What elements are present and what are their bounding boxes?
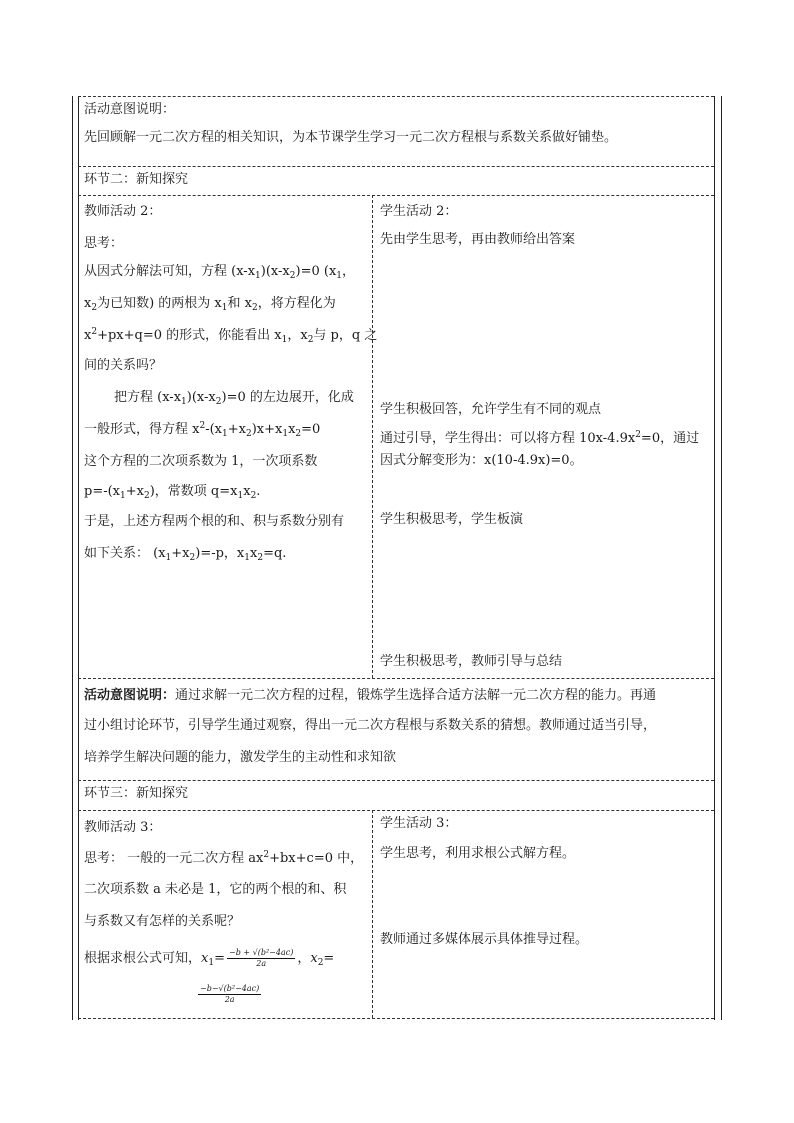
section-header: 环节二：新知探究 (84, 172, 189, 187)
intent-line: 培养学生解决问题的能力，激发学生的主动性和求知欲 (84, 750, 397, 765)
student-line: 学生思考，利用求根公式解方程。 (380, 846, 576, 861)
row-divider (78, 780, 714, 781)
student-line: 因式分解变形为：x(10-4.9x)=0。 (380, 453, 583, 468)
teacher-line: 把方程 $(x-x_1)(x-x_2)=0$ 的左边展开，化成 (114, 390, 354, 407)
teacher-line: 一般形式，得方程 $x^2-(x_1+x_2)x+x_1x_2=0$ (84, 421, 321, 439)
student-line: 学生积极回答，允许学生有不同的观点 (380, 402, 602, 417)
table-right-border (714, 96, 715, 1020)
teacher-line: 于是，上述方程两个根的和、积与系数分别有 (84, 514, 345, 529)
section-header: 环节三：新知探究 (84, 786, 189, 801)
teacher-line: 二次项系数 a 未必是 1，它的两个根的和、积 (84, 882, 347, 897)
teacher-line: $p=-(x_1+x_2)$，常数项 $q=x_1x_2$. (84, 484, 261, 501)
teacher-title: 教师活动 3： (84, 820, 162, 835)
student-line: 教师通过多媒体展示具体推导过程。 (380, 932, 589, 947)
teacher-title: 教师活动 2： (84, 204, 162, 219)
teacher-line: $x^2+px+q=0$ 的形式，你能看出 $x_1$，$x_2$与 p，q 之 (84, 327, 378, 345)
row-divider (78, 96, 714, 97)
student-line: 先由学生思考，再由教师给出答案 (380, 232, 576, 247)
intent-label: 活动意图说明： (84, 688, 176, 703)
teacher-line: $x_2$为已知数) 的两根为 $x_1$和 $x_2$，将方程化为 (84, 296, 336, 313)
teacher-line: 如下关系： $(x_1+x_2)=-p$，$x_1x_2=q$. (84, 546, 287, 563)
x2-fraction-line (196, 984, 263, 1005)
intent-line: 活动意图说明：通过求解一元二次方程的过程，锻炼学生选择合适方法解一元二次方程的能力。再通 (84, 688, 657, 703)
student-title: 学生活动 3： (380, 816, 458, 831)
student-line: 学生积极思考，学生板演 (380, 512, 524, 527)
column-divider (372, 195, 373, 678)
x1-fraction: $\frac{\text{−b + √(b²−4ac)}}{2a}$ (229, 948, 294, 968)
column-divider (372, 810, 373, 1018)
teacher-line: 与系数又有怎样的关系呢？ (84, 914, 241, 929)
x2-fraction: $\frac{\text{−b−√(b²−4ac)}}{2a}$ (200, 984, 260, 1004)
teacher-line: 间的关系吗？ (84, 358, 163, 373)
teacher-line: 这个方程的二次项系数为 1，一次项系数 (84, 454, 318, 469)
intent-line: 过小组讨论环节，引导学生通过观察，得出一元二次方程根与系数关系的猜想。教师通过适当引导， (84, 718, 657, 733)
student-line: 学生积极思考，教师引导与总结 (380, 654, 563, 669)
teacher-line: 根据求根公式可知，$x_1=$ $\frac{\text{−b + √(b²−4ac)}}{2a}$ ，$x_2=$ (84, 948, 335, 968)
row-divider (78, 810, 714, 811)
table-left-border (78, 96, 79, 1020)
row-divider (78, 678, 714, 679)
row-divider (78, 1018, 714, 1019)
row-divider (78, 166, 714, 167)
teacher-line: 从因式分解法可知，方程 $(x-x_1)(x-x_2)=0$ ($x_1$， (84, 264, 356, 281)
student-title: 学生活动 2： (380, 204, 458, 219)
teacher-think: 思考： (84, 236, 124, 251)
student-line: 通过引导，学生得出：可以将方程 $10x-4.9x^2=0$，通过 (380, 430, 700, 446)
intent-text: 先回顾解一元二次方程的相关知识，为本节课学生学习一元二次方程根与系数关系做好铺垫。 (84, 130, 618, 145)
teacher-line: 思考： 一般的一元二次方程 $ax^2+bx+c=0$ 中， (84, 850, 364, 866)
intent-title: 活动意图说明： (84, 102, 176, 117)
row-divider (78, 195, 714, 196)
